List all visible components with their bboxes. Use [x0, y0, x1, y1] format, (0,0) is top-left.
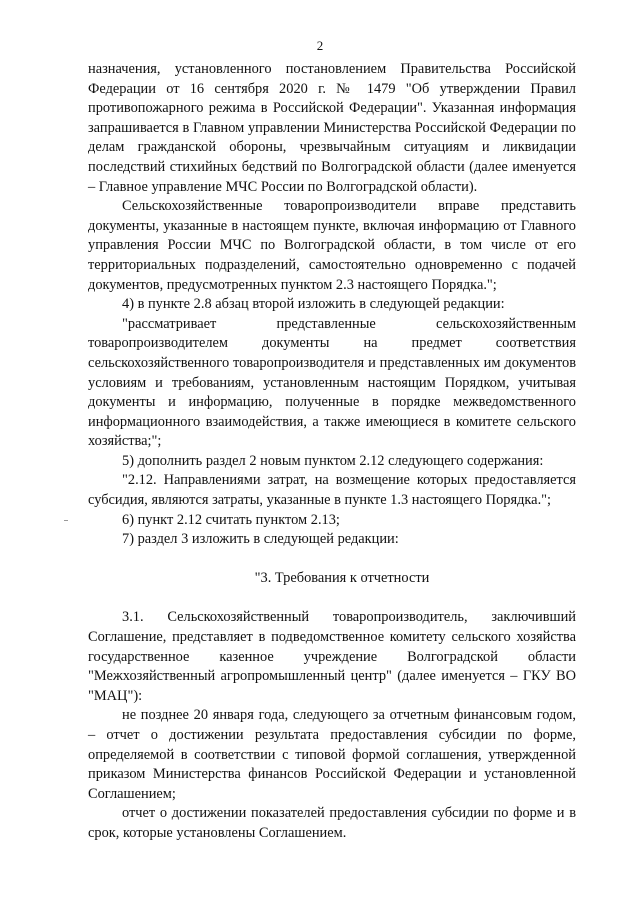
- paragraph-deadline: не позднее 20 января года, следующего за отчетным финансовым годом, – отчет о достижении результата предоставления субсидии по форме, определяемой в соответствии с типовой формой соглашения, утвержденной приказом Министерства финансов Российской Федерации и установленной Соглашением;: [88, 707, 576, 802]
- page-number: 2: [316, 38, 324, 53]
- paragraph-3-1: 3.1. Сельскохозяйственный товаропроизводитель, заключивший Соглашение, представляет в подведомственное комитету сельского хозяйства государственное казенное учреждение Волгоградской области "Межхозяйственный агропромышленный центр" (далее именуется – ГКУ ВО "МАЦ"):: [88, 609, 576, 704]
- paragraph-indicators-report: отчет о достижении показателей предоставления субсидии по форме и в срок, которые установлены Соглашением.: [88, 805, 576, 841]
- paragraph-producers-right: Сельскохозяйственные товаропроизводители вправе представить документы, указанные в настоящем пункте, включая информацию от Главного управления России МЧС по Волгоградской области, в том числе от его территориальных подразделений, самостоятельно одновременно с подачей документов, предусмотренных пунктом 2.3 настоящего Порядка.";: [88, 198, 576, 293]
- paragraph-continuation: назначения, установленного постановлением Правительства Российской Федерации от 16 сентября 2020 г. № 1479 "Об утверждении Правил противопожарного режима в Российской Федерации". Указанная информация запрашивается в Главном управлении Министерства Российской Федерации по делам гражданской обороны, чрезвычайным ситуациям и ликвидации последствий стихийных бедствий по Волгоградской области (далее именуется – Главное управление МЧС России по Волгоградской области).: [88, 61, 576, 195]
- paragraph-item-4: 4) в пункте 2.8 абзац второй изложить в следующей редакции:: [122, 296, 505, 313]
- paragraph-item-4-text: "рассматривает представленные сельскохозяйственным товаропроизводителем документы на предмет соответствия сельскохозяйственного товаропроизводителя и представленных им документов условиям и требованиям, установленным настоящим Порядком, учитывая документы и информацию, полученные в порядке межведомственного информационного взаимодействия, а также имеющиеся в комитете сельского хозяйства;";: [88, 315, 576, 450]
- scan-margin-mark: [64, 520, 68, 521]
- document-body: [88, 60, 576, 844]
- paragraph-item-5: 5) дополнить раздел 2 новым пунктом 2.12 следующего содержания:: [122, 452, 544, 469]
- paragraph-item-5-text: "2.12. Направлениями затрат, на возмещение которых предоставляется субсидия, являются затраты, указанные в пункте 1.3 настоящего Порядка.";: [88, 472, 576, 509]
- paragraph-item-6: 6) пункт 2.12 считать пунктом 2.13;: [122, 511, 340, 528]
- section-heading: "3. Требования к отчетности: [254, 569, 430, 586]
- paragraph-item-7: 7) раздел 3 изложить в следующей редакции:: [122, 531, 399, 548]
